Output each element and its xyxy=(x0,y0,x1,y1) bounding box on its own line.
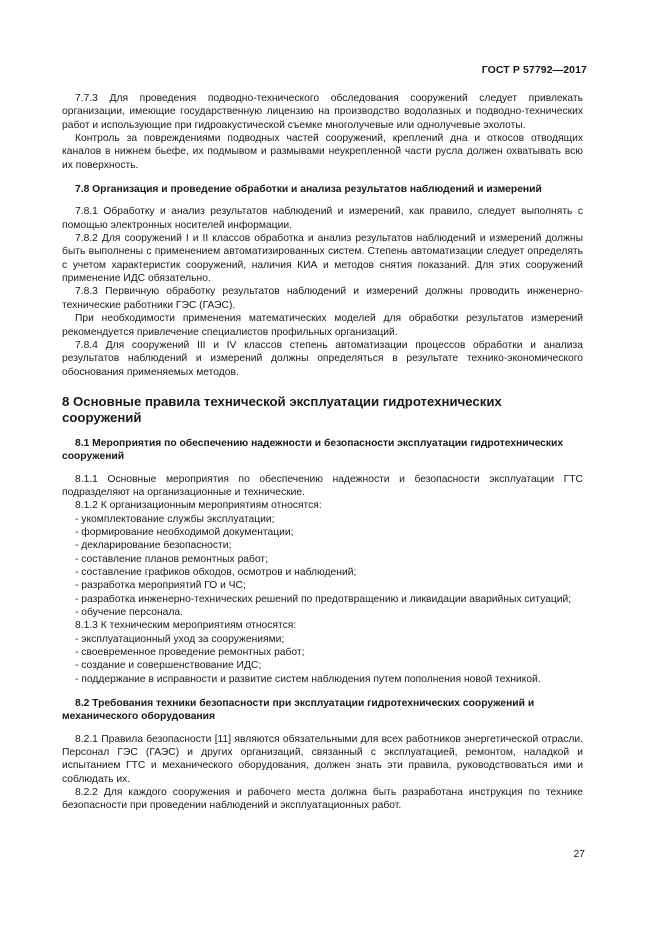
paragraph: 7.8.3 Первичную обработку результатов наблюдений и измерений должны проводить инженерно-технические работники ГЭС (ГАЭС). xyxy=(62,286,583,311)
paragraph: 7.8.2 Для сооружений I и II классов обработка и анализ результатов наблюдений и измерений должны быть выполнены с применением автоматизированных систем. Степень автоматизации следует определять с учетом характеристик сооружений, наличия КИА и методов снятия показаний. Для этих сооружений применение ИДС обязательно. xyxy=(62,233,583,285)
list-item: - составление планов ремонтных работ; xyxy=(75,553,268,565)
list-item: - декларирование безопасности; xyxy=(75,540,232,552)
paragraph: 8.2.2 Для каждого сооружения и рабочего места должна быть разработана инструкция по технике безопасности при проведении наблюдений и эксплуатационных работ. xyxy=(62,787,583,812)
spacer xyxy=(62,686,583,697)
paragraph: 8.1.2 К организационным мероприятиям относятся: xyxy=(75,500,322,512)
paragraph: 8.1.3 К техническим мероприятиям относятся: xyxy=(75,620,297,632)
list-item: - создание и совершенствование ИДС; xyxy=(75,660,262,672)
paragraph: Контроль за повреждениями подводных частей сооружений, креплений дна и откосов отводящих каналов в нижнем бьефе, их подмывом и размывами неукрепленной части русла должен охватывать всю их поверхность. xyxy=(62,133,583,171)
paragraph: 8.2.1 Правила безопасности [11] являются обязательными для всех работников энергетической отрасли. Персонал ГЭС (ГАЭС) и других организаций, связанный с эксплуатацией, ремонтом, наладкой и испытанием ГТС и механического оборудования, должен знать эти правила, руководствоваться ими и соблюдать их. xyxy=(62,733,583,785)
list-item: - формирование необходимой документации; xyxy=(75,526,294,538)
section-heading: 7.8 Организация и проведение обработки и анализа результатов наблюдений и измерений xyxy=(75,184,542,196)
spacer xyxy=(62,172,583,183)
page-number: 27 xyxy=(573,848,585,860)
spacer xyxy=(62,724,583,733)
document-body xyxy=(62,92,583,813)
paragraph: 8.1.1 Основные мероприятия по обеспечению надежности и безопасности эксплуатации ГТС подразделяют на организационные и технические. xyxy=(62,473,583,498)
list-item: - обучение персонала. xyxy=(75,607,183,618)
section-heading: 8.1 Мероприятия по обеспечению надежности и безопасности эксплуатации гидротехнических сооружений xyxy=(62,437,564,463)
list-item: - разработка инженерно-технических решений по предотвращению и ликвидации аварийных ситуаций; xyxy=(75,593,572,605)
list-item: - составление графиков обходов, осмотров и наблюдений; xyxy=(75,566,357,578)
paragraph: При необходимости применения математических моделей для обработки результатов измерений рекомендуется привлечение специалистов профильных организаций. xyxy=(62,313,583,338)
spacer xyxy=(62,379,583,394)
list-item: - поддержание в исправности и развитие систем наблюдения путем пополнения новой техникой. xyxy=(75,673,541,685)
chapter-heading: 8 Основные правила технической эксплуатации гидротехнических сооружений xyxy=(62,393,502,425)
paragraph: 7.8.1 Обработку и анализ результатов наблюдений и измерений, как правило, следует выполнять с помощью электронных носителей информации. xyxy=(62,206,583,231)
document-code: ГОСТ Р 57792—2017 xyxy=(481,64,587,76)
spacer xyxy=(62,464,583,473)
section-heading: 8.2 Требования техники безопасности при эксплуатации гидротехнических сооружений и механического оборудования xyxy=(62,698,535,723)
list-item: - своевременное проведение ремонтных работ; xyxy=(75,647,305,659)
paragraph: 7.8.4 Для сооружений III и IV классов степень автоматизации процессов обработки и анализа результатов наблюдений и измерений должны определяться в результате технико-экономического обоснования применяемых методов. xyxy=(62,339,583,378)
spacer xyxy=(62,196,583,205)
list-item: - разработка мероприятий ГО и ЧС; xyxy=(75,580,246,592)
list-item: - эксплуатационный уход за сооружениями; xyxy=(75,633,285,645)
paragraph: 7.7.3 Для проведения подводно-технического обследования сооружений следует привлекать организации, имеющие государственную лицензию на производство водолазных и подводно-технических работ и использующие при гидроакустической съемке многолучевые или однолучевые эхолоты. xyxy=(62,93,583,131)
list-item: - укомплектование службы эксплуатации; xyxy=(75,513,275,525)
spacer xyxy=(62,426,583,437)
